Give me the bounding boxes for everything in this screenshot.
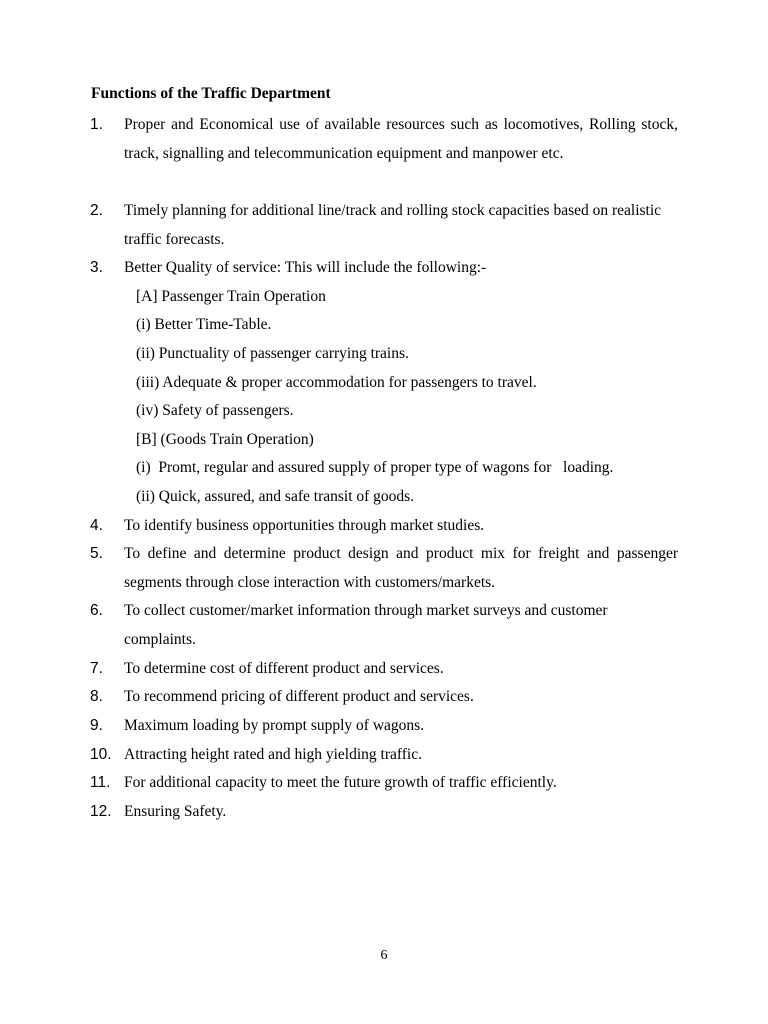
list-item xyxy=(90,254,678,283)
subitem: (ii) Quick, assured, and safe transit of goods. xyxy=(136,488,415,505)
subitem: (iv) Safety of passengers. xyxy=(136,402,294,419)
subitem-heading: [A] Passenger Train Operation xyxy=(136,288,326,305)
list-item xyxy=(90,769,678,798)
section-heading: Functions of the Traffic Department xyxy=(91,85,331,102)
list-item-number: 8. xyxy=(90,688,103,705)
list-item-number: 10. xyxy=(90,746,112,763)
list-item xyxy=(90,798,678,827)
list-item-number: 2. xyxy=(90,202,103,219)
list-item-text: To identify business opportunities through market studies. xyxy=(124,517,485,534)
list-item-number: 11. xyxy=(90,774,111,791)
list-item-text: Proper and Economical use of available resources such as locomotives, Rolling stock, track, signalling and telecommunication equipment and manpower etc. xyxy=(124,116,678,162)
list-item xyxy=(90,655,678,684)
list-item-text: For additional capacity to meet the future growth of traffic efficiently. xyxy=(124,774,557,791)
list-item xyxy=(90,111,678,168)
list-item-number: 3. xyxy=(90,259,103,276)
subitem: (i) Better Time-Table. xyxy=(136,316,272,333)
list-item-number: 12. xyxy=(90,803,112,820)
page-number: 6 xyxy=(380,948,388,963)
list-item-number: 4. xyxy=(90,517,103,534)
list-item-text: To define and determine product design and product mix for freight and passenger segments through close interaction with customers/markets. xyxy=(124,545,678,591)
list-item xyxy=(90,712,678,741)
list-item-text: To collect customer/market information through market surveys and customer complaints. xyxy=(124,602,608,648)
list-item-text: Ensuring Safety. xyxy=(124,803,227,820)
list-item xyxy=(90,597,678,654)
subitem-heading: [B] (Goods Train Operation) xyxy=(136,431,314,448)
list-item-number: 5. xyxy=(90,545,103,562)
subitem: (iii) Adequate & proper accommodation for passengers to travel. xyxy=(136,374,537,391)
subitem: (i) Promt, regular and assured supply of proper type of wagons for loading. xyxy=(136,459,614,476)
list-item-number: 6. xyxy=(90,602,103,619)
list-item-number: 9. xyxy=(90,717,103,734)
list-item xyxy=(90,197,678,254)
list-item-number: 7. xyxy=(90,660,103,677)
list-item-text: Better Quality of service: This will include the following:- xyxy=(124,259,487,276)
list-item-text: Attracting height rated and high yielding traffic. xyxy=(124,746,422,763)
list-item-number: 1. xyxy=(90,116,103,133)
list-item xyxy=(90,512,678,541)
list-item-text: To determine cost of different product and services. xyxy=(124,660,444,677)
list-item-text: Maximum loading by prompt supply of wagons. xyxy=(124,717,425,734)
list-item xyxy=(90,540,678,597)
list-item xyxy=(90,683,678,712)
list-item-text: To recommend pricing of different product and services. xyxy=(124,688,474,705)
list-item xyxy=(90,741,678,770)
list-item-text: Timely planning for additional line/track and rolling stock capacities based on realistic traffic forecasts. xyxy=(124,202,662,248)
subitem: (ii) Punctuality of passenger carrying trains. xyxy=(136,345,409,362)
